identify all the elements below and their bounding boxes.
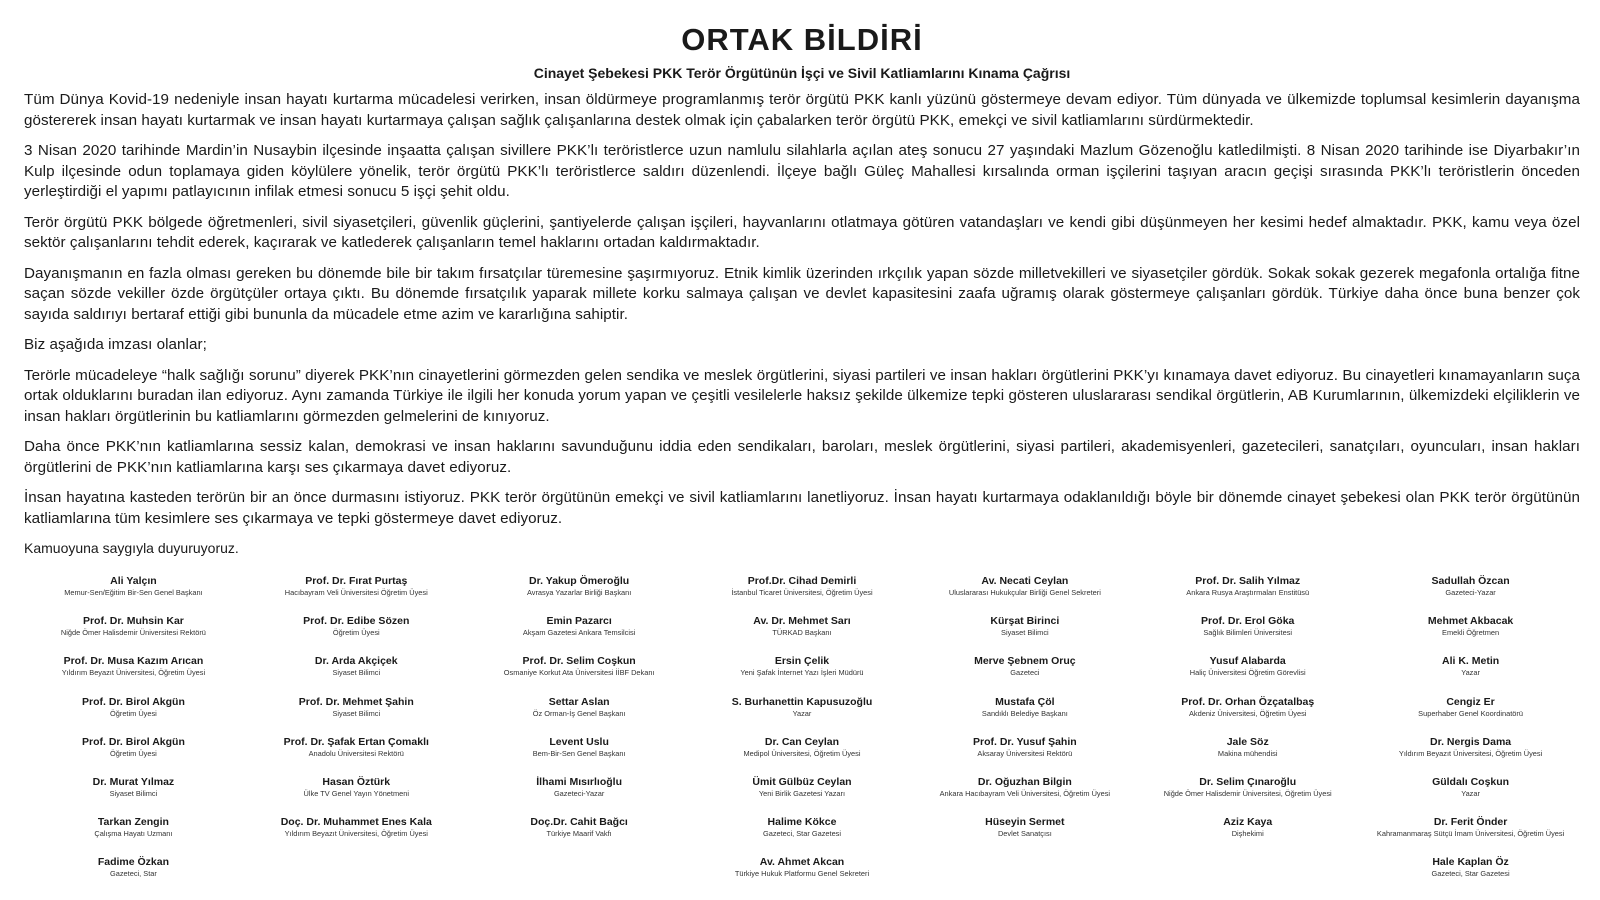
signatory-name: Prof. Dr. Yusuf Şahin bbox=[973, 735, 1077, 748]
signature bbox=[1138, 696, 1357, 736]
signatory-title: Bem-Bir-Sen Genel Başkanı bbox=[532, 748, 626, 758]
signatory-title: Türkiye Hukuk Platformu Genel Sekreteri bbox=[734, 869, 870, 879]
signatory-name: Prof.Dr. Cihad Demirli bbox=[747, 575, 857, 587]
signatory-name: Dr. Selim Çınaroğlu bbox=[1199, 775, 1297, 788]
signatory-title: Akşam Gazetesi Ankara Temsilcisi bbox=[522, 628, 636, 638]
signature bbox=[1138, 736, 1357, 776]
signatory-name: Dr. Ferit Önder bbox=[1433, 816, 1508, 829]
signature bbox=[470, 655, 689, 695]
signature bbox=[915, 736, 1134, 776]
signatory-name: Halime Kökce bbox=[767, 816, 837, 829]
paragraph: Daha önce PKK’nın katliamlarına sessiz kalan, demokrasi ve insan haklarını savunduğunu iddia eden sendikaları, baroları, meslek örgütlerini, siyasi partileri, akademisyenleri, gazetecileri, sanatçıları, oyuncuları, insan hakları örgütlerini de PKK’nın katliamlarına karşı ses çıkarmaya davet ediyoruz. bbox=[24, 438, 1580, 476]
signature bbox=[247, 655, 466, 695]
signatory-title: Avrasya Yazarlar Birliği Başkanı bbox=[526, 588, 632, 597]
signatory-title: Yazar bbox=[792, 708, 812, 718]
signature bbox=[470, 696, 689, 736]
signatory-title: Yazar bbox=[1461, 668, 1480, 678]
signatory-name: Jale Söz bbox=[1226, 735, 1269, 748]
signatory-title: Yazar bbox=[1461, 788, 1480, 798]
signatory-title: Kahramanmaraş Sütçü İmam Üniversitesi, Öğretim Üyesi bbox=[1376, 829, 1565, 839]
signatory-title: Gazeteci bbox=[1010, 668, 1040, 678]
closing-line: Kamuoyuna saygıyla duyuruyoruz. bbox=[24, 540, 239, 556]
signatory-title: Siyaset Bilimci bbox=[1001, 628, 1049, 638]
signatory-title: Niğde Ömer Halisdemir Üniversitesi, Öğretim Üyesi bbox=[1163, 788, 1332, 798]
signature bbox=[247, 776, 466, 816]
signatory-title: Siyaset Bilimci bbox=[332, 668, 381, 678]
signatory-title: Ülke TV Genel Yayın Yönetmeni bbox=[303, 788, 409, 798]
signature bbox=[915, 816, 1134, 856]
signatory-title: Medipol Üniversitesi, Öğretim Üyesi bbox=[743, 748, 861, 758]
signatory-name: Levent Uslu bbox=[549, 735, 609, 748]
signatory-name: Ümit Gülbüz Ceylan bbox=[752, 775, 852, 788]
signatory-title: Superhaber Genel Koordinatörü bbox=[1418, 708, 1523, 718]
signatory-title: Dişhekimi bbox=[1231, 829, 1264, 839]
signatory-name: Prof. Dr. Musa Kazım Arıcan bbox=[63, 655, 204, 668]
signatory-name: Cengiz Er bbox=[1446, 695, 1495, 708]
signatory-name: Prof. Dr. Edibe Sözen bbox=[303, 615, 410, 628]
signatory-title: Gazeteci-Yazar bbox=[553, 788, 605, 798]
signatory-title: Memur-Sen/Eğitim Bir-Sen Genel Başkanı bbox=[64, 588, 203, 597]
signatory-name: Kürşat Birinci bbox=[990, 615, 1060, 628]
signatory-name: Ali K. Metin bbox=[1441, 655, 1500, 668]
signatory-name: Merve Şebnem Oruç bbox=[974, 655, 1076, 668]
signatory-title: Gazeteci, Star bbox=[110, 869, 157, 879]
signatory-name: S. Burhanettin Kapusuzoğlu bbox=[731, 695, 873, 708]
signature-empty bbox=[1138, 856, 1357, 896]
signatory-title: Anadolu Üniversitesi Rektörü bbox=[308, 748, 404, 758]
signatory-name: Prof. Dr. Selim Coşkun bbox=[522, 655, 636, 668]
paragraph: Terör örgütü PKK bölgede öğretmenleri, sivil siyasetçileri, güvenlik güçlerini, şantiyelerde çalışan işçileri, hayvanlarını otlatmaya götüren vatandaşları ve kendi gibi düşünmeyen her kesimi hedef almaktadır. PKK, kamu veya özel sektör çalışanlarını tehdit ederek, kaçırarak ve katlederek çalışanların temel haklarını ortadan kaldırmaktadır. bbox=[24, 213, 1580, 251]
signatory-name: Dr. Murat Yılmaz bbox=[92, 775, 175, 788]
signatures-grid bbox=[24, 575, 1580, 897]
signature bbox=[24, 776, 243, 816]
signatory-name: Sadullah Özcan bbox=[1431, 575, 1510, 587]
signature bbox=[247, 736, 466, 776]
signatory-name: Av. Necati Ceylan bbox=[981, 575, 1069, 587]
signatory-name: Prof. Dr. Şafak Ertan Çomaklı bbox=[283, 735, 429, 748]
signature-empty bbox=[247, 856, 466, 896]
signatory-name: Prof. Dr. Erol Göka bbox=[1201, 615, 1295, 628]
signature bbox=[24, 816, 243, 856]
signatory-name: Dr. Can Ceylan bbox=[764, 735, 840, 748]
signature bbox=[247, 575, 466, 615]
signatory-name: İlhami Mısırlıoğlu bbox=[536, 775, 623, 788]
signatory-title: Siyaset Bilimci bbox=[109, 788, 158, 798]
signature bbox=[24, 655, 243, 695]
signature bbox=[1361, 856, 1580, 896]
paragraph: Biz aşağıda imzası olanlar; bbox=[24, 336, 207, 353]
signature bbox=[470, 575, 689, 615]
signature bbox=[1361, 736, 1580, 776]
signature bbox=[1138, 776, 1357, 816]
paragraph: Dayanışmanın en fazla olması gereken bu dönemde bile bir takım fırsatçılar türemesine şaşırmıyoruz. Etnik kimlik üzerinden ırkçılık yapan sözde milletvekilleri ve siyasetçiler gördük. Sokak sokak gezerek megafonla ortalığa fitne saçan sözde vekiller özde örgütçüler ortaya çıktı. Bu dönemde fırsatçılık yaparak millete korku salmaya çalışan ve devlet kapasitesini zaafa uğramış olarak göstermeye çalışanları gördük. Türkiye daha önce buna benzer çok sayıda saldırıyı bertaraf ettiği gibi bununla da mücadele etme azim ve kararlığına sahiptir. bbox=[24, 264, 1580, 323]
paragraph: İnsan hayatına kasteden terörün bir an önce durmasını istiyoruz. PKK terör örgütünün emekçi ve sivil katliamlarını lanetliyoruz. İnsan hayatı kurtarmaya odaklanıldığı böyle bir dönemde cinayet şebekesi olan PKK terör örgütünün katliamlarına tüm kesimlere ses çıkarmaya ve tepki göstermeye davet ediyoruz. bbox=[24, 489, 1580, 527]
signatory-name: Dr. Yakup Ömeroğlu bbox=[529, 575, 630, 587]
signatory-title: Niğde Ömer Halisdemir Üniversitesi Rektörü bbox=[60, 628, 206, 638]
signature bbox=[693, 615, 912, 655]
signature bbox=[1138, 655, 1357, 695]
signature bbox=[1138, 575, 1357, 615]
signatory-name: Ali Yalçın bbox=[110, 575, 157, 587]
document-subtitle: Cinayet Şebekesi PKK Terör Örgütünün İşçi ve Sivil Katliamlarını Kınama Çağrısı bbox=[533, 65, 1071, 81]
paragraph: Terörle mücadeleye “halk sağlığı sorunu” diyerek PKK’nın cinayetlerini görmezden gelen sendika ve meslek örgütlerini, siyasi partileri ve insan hakları örgütlerini PKK’yı kınamaya davet ediyoruz. Bu cinayetleri kınamayanların suça ortak olduklarını buradan ilan ediyoruz. Aynı zamanda Türkiye ile ilgili her konuda yorum yapan ve çeşitli vesilelerle haksız şekilde ülkemize tepki gösteren uluslararası sendikal örgütlerin, AB Kurumlarının, ülkemizdeki elçiliklerin ve insan hakları örgütlerinin bu katliamlarını görmezden gelmelerini de kınıyoruz. bbox=[24, 366, 1580, 425]
signature bbox=[24, 856, 243, 896]
signatory-title: Akdeniz Üniversitesi, Öğretim Üyesi bbox=[1188, 708, 1307, 718]
signatory-title: Siyaset Bilimci bbox=[332, 708, 381, 718]
signatory-name: Doç. Dr. Muhammet Enes Kala bbox=[280, 816, 432, 829]
signatory-name: Prof. Dr. Mehmet Şahin bbox=[298, 695, 414, 708]
signatory-title: Türkiye Maarif Vakfı bbox=[546, 829, 612, 839]
document-title: ORTAK BİLDİRİ bbox=[681, 22, 923, 57]
signatory-name: Prof. Dr. Fırat Purtaş bbox=[305, 575, 408, 587]
signature bbox=[247, 816, 466, 856]
signatory-title: İstanbul Ticaret Üniversitesi, Öğretim Üyesi bbox=[731, 588, 873, 597]
signature bbox=[693, 816, 912, 856]
signatory-title: Uluslararası Hukukçular Birliği Genel Sekreteri bbox=[948, 588, 1101, 597]
signatory-title: Sağlık Bilimleri Üniversitesi bbox=[1203, 628, 1293, 638]
signatory-title: Emekli Öğretmen bbox=[1442, 628, 1500, 638]
signature bbox=[915, 575, 1134, 615]
signatory-name: Aziz Kaya bbox=[1223, 816, 1273, 829]
signatory-name: Emin Pazarcı bbox=[546, 615, 612, 628]
signatory-name: Prof. Dr. Birol Akgün bbox=[81, 695, 185, 708]
signature bbox=[693, 856, 912, 896]
signature bbox=[1361, 816, 1580, 856]
signature-empty bbox=[470, 856, 689, 896]
signature bbox=[693, 736, 912, 776]
signature bbox=[915, 655, 1134, 695]
signatory-name: Dr. Arda Akçiçek bbox=[314, 655, 398, 668]
signature bbox=[247, 696, 466, 736]
signature bbox=[247, 615, 466, 655]
signature-empty bbox=[915, 856, 1134, 896]
signature bbox=[693, 655, 912, 695]
signature bbox=[470, 816, 689, 856]
signatory-name: Dr. Nergis Dama bbox=[1430, 735, 1512, 748]
signature bbox=[693, 776, 912, 816]
signature bbox=[1361, 615, 1580, 655]
signatory-name: Yusuf Alabarda bbox=[1209, 655, 1286, 668]
signature bbox=[1361, 655, 1580, 695]
signature bbox=[915, 615, 1134, 655]
signatory-name: Mustafa Çöl bbox=[995, 695, 1055, 708]
signatory-name: Tarkan Zengin bbox=[97, 816, 169, 829]
signature bbox=[1138, 816, 1357, 856]
signatory-name: Ersin Çelik bbox=[774, 655, 830, 668]
signatory-name: Prof. Dr. Orhan Özçatalbaş bbox=[1181, 695, 1315, 708]
signature bbox=[24, 736, 243, 776]
signatory-name: Mehmet Akbacak bbox=[1427, 615, 1514, 628]
signatory-name: Prof. Dr. Muhsin Kar bbox=[82, 615, 184, 628]
signatory-name: Av. Dr. Mehmet Sarı bbox=[753, 615, 851, 628]
signatory-title: Yıldırım Beyazıt Üniversitesi, Öğretim Üyesi bbox=[1398, 748, 1543, 758]
signatory-name: Prof. Dr. Salih Yılmaz bbox=[1195, 575, 1301, 587]
signatory-name: Hasan Öztürk bbox=[322, 775, 391, 788]
signature bbox=[915, 696, 1134, 736]
signature bbox=[470, 776, 689, 816]
signatory-name: Dr. Oğuzhan Bilgin bbox=[977, 775, 1072, 788]
signatory-name: Doç.Dr. Cahit Bağcı bbox=[530, 816, 628, 829]
signatory-title: Öz Orman-İş Genel Başkanı bbox=[532, 708, 626, 718]
signatory-title: TÜRKAD Başkanı bbox=[772, 628, 832, 638]
signatory-name: Hüseyin Sermet bbox=[985, 816, 1065, 829]
signatory-title: Çalışma Hayatı Uzmanı bbox=[94, 829, 173, 839]
signature bbox=[470, 736, 689, 776]
signatory-title: Yeni Birlik Gazetesi Yazarı bbox=[758, 788, 846, 798]
signatory-title: Öğretim Üyesi bbox=[332, 628, 380, 638]
document bbox=[24, 18, 1580, 563]
signature bbox=[1361, 776, 1580, 816]
signature bbox=[24, 615, 243, 655]
signatory-name: Güldalı Coşkun bbox=[1432, 775, 1510, 788]
signature bbox=[915, 776, 1134, 816]
signatory-title: Öğretim Üyesi bbox=[110, 708, 157, 718]
signatory-title: Makina mühendisi bbox=[1217, 748, 1278, 758]
signatory-title: Hacıbayram Veli Üniversitesi Öğretim Üyesi bbox=[284, 588, 428, 597]
signatory-title: Devlet Sanatçısı bbox=[997, 829, 1052, 839]
signatory-title: Yıldırım Beyazıt Üniversitesi, Öğretim Üyesi bbox=[61, 668, 206, 678]
signature bbox=[1361, 575, 1580, 615]
signatory-name: Settar Aslan bbox=[548, 695, 610, 708]
signatory-title: Yıldırım Beyazıt Üniversitesi, Öğretim Üyesi bbox=[284, 829, 428, 839]
signatory-title: Yeni Şafak İnternet Yazı İşleri Müdürü bbox=[740, 668, 864, 678]
paragraph: Tüm Dünya Kovid-19 nedeniyle insan hayatı kurtarma mücadelesi verirken, insan öldürmeye programlanmış terör örgütü PKK kanlı yüzünü göstermeye devam ediyor. Tüm dünyada ve ülkemizde toplumsal kesimlerin dayanışma göstererek insan hayatı kurtarmak ve insan hayatı kurtarmaya çalışan sağlık çalışanlarına destek olmak için çabalarken terör örgütü PKK, emekçi ve sivil katliamlarını sürdürmektedir. bbox=[24, 91, 1580, 129]
signatory-name: Av. Ahmet Akcan bbox=[759, 856, 845, 869]
signatory-title: Ankara Hacıbayram Veli Üniversitesi, Öğretim Üyesi bbox=[939, 788, 1111, 798]
signatory-title: Öğretim Üyesi bbox=[110, 748, 157, 758]
signatory-name: Fadime Özkan bbox=[97, 856, 170, 869]
paragraph: 3 Nisan 2020 tarihinde Mardin’in Nusaybin ilçesinde inşaatta çalışan sivillere PKK’lı teröristlerce uzun namlulu silahlarla açılan ateş sonucu 27 yaşındaki Mazlum Gözenoğlu katledilmişti. 8 Nisan 2020 tarihinde ise Diyarbakır’ın Kulp ilçesinde odun toplamaya giden köylülere yönelik, terör örgütü PKK’lı teröristlerce saldırı düzenlendi. İlçeye bağlı Güleç Mahallesi kırsalında orman işçilerini taşıyan aracın geçişi sırasında PKK’lı teröristlerin önceden yerleştirdiği el yapımı patlayıcının infilak etmesi sonucu 5 işçi şehit oldu. bbox=[24, 142, 1580, 200]
signatory-name: Prof. Dr. Birol Akgün bbox=[81, 735, 185, 748]
signatory-title: Aksaray Üniversitesi Rektörü bbox=[977, 748, 1073, 758]
signature bbox=[1361, 696, 1580, 736]
signature bbox=[693, 575, 912, 615]
signatory-title: Sandıklı Belediye Başkanı bbox=[981, 708, 1068, 718]
signatory-title: Gazeteci, Star Gazetesi bbox=[1431, 869, 1510, 879]
signatory-title: Haliç Üniversitesi Öğretim Görevlisi bbox=[1189, 668, 1306, 678]
signature bbox=[470, 615, 689, 655]
signature bbox=[693, 696, 912, 736]
signature bbox=[24, 696, 243, 736]
signatory-title: Gazeteci, Star Gazetesi bbox=[762, 829, 842, 839]
signatory-title: Gazeteci-Yazar bbox=[1445, 588, 1496, 597]
signatory-title: Ankara Rusya Araştırmaları Enstitüsü bbox=[1186, 588, 1310, 597]
signature bbox=[1138, 615, 1357, 655]
signature bbox=[24, 575, 243, 615]
signatory-title: Osmaniye Korkut Ata Üniversitesi İİBF Dekanı bbox=[503, 668, 655, 678]
signatory-name: Hale Kaplan Öz bbox=[1432, 856, 1509, 869]
